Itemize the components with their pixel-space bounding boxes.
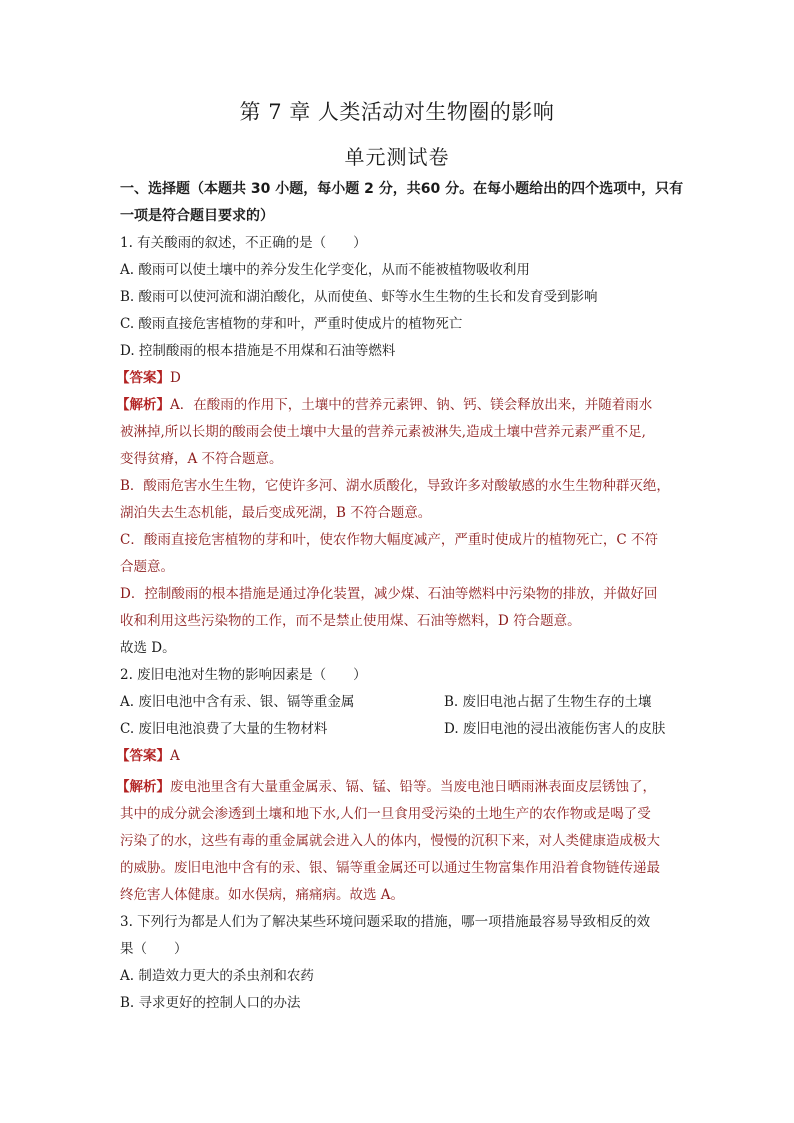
q1-stem: 1. 有关酸雨的叙述，不正确的是（ ）	[120, 235, 367, 251]
q2-option-b: B. 废旧电池占据了生物生存的土壤	[444, 694, 652, 710]
q1-option-c: C. 酸雨直接危害植物的芽和叶，严重时使成片的植物死亡	[120, 316, 463, 332]
analysis-text: 废电池里含有大量重金属汞、镉、锰、铅等。当废电池日晒雨淋表面皮层锈蚀了，	[170, 779, 656, 795]
q3-stem-line-2: 果（ ）	[120, 941, 188, 957]
q2-option-a: A. 废旧电池中含有汞、银、镉等重金属	[120, 694, 355, 710]
q1-analysis-line-2: 变得贫瘠，A 不符合题意。	[120, 451, 283, 467]
q1-analysis-line-3: B．酸雨危害水生生物，它使许多河、湖水质酸化，导致许多对酸敏感的水生生物种群灭绝，	[120, 478, 670, 494]
q1-analysis-line-9: 故选 D。	[120, 640, 176, 656]
q1-option-a: A. 酸雨可以使土壤中的养分发生化学变化，从而不能被植物吸收利用	[120, 262, 530, 278]
q2-stem: 2. 废旧电池对生物的影响因素是（ ）	[120, 667, 367, 683]
answer-tag: 【答案】	[116, 748, 170, 764]
section-heading-line-2: 一项是符合题目要求的）	[120, 208, 274, 224]
q1-analysis-line-1: 被淋掉,所以长期的酸雨会使土壤中大量的营养元素被淋失,造成土壤中营养元素严重不足,	[120, 424, 646, 440]
analysis-text: A．在酸雨的作用下，土壤中的营养元素钾、钠、钙、镁会释放出来，并随着雨水	[170, 397, 653, 413]
q1-answer	[116, 369, 676, 387]
answer-value: D	[170, 370, 181, 386]
q1-option-b: B. 酸雨可以使河流和湖泊酸化，从而使鱼、虾等水生生物的生长和发育受到影响	[120, 289, 598, 305]
q1-analysis-line-7: D．控制酸雨的根本措施是通过净化装置，减少煤、石油等燃料中污染物的排放，并做好回	[120, 586, 658, 602]
answer-value: A	[170, 748, 180, 764]
section-heading-line-1: 一、选择题（本题共 30 小题，每小题 2 分，共60 分。在每小题给出的四个选项中，只有	[120, 181, 684, 197]
q1-analysis-line-4: 湖泊失去生态机能，最后变成死湖，B 不符合题意。	[120, 505, 432, 521]
answer-tag: 【答案】	[116, 370, 170, 386]
q1-analysis-line-0	[116, 396, 676, 414]
q1-analysis-line-5: C．酸雨直接危害植物的芽和叶，使农作物大幅度减产，严重时使成片的植物死亡，C 不符	[120, 532, 658, 548]
page-title: 第 7 章 人类活动对生物圈的影响	[239, 100, 555, 124]
q2-analysis-line-4: 终危害人体健康。如水俣病，痛痛病。故选 A。	[120, 887, 405, 903]
analysis-tag: 【解析】	[116, 397, 170, 413]
q2-option-d: D. 废旧电池的浸出液能伤害人的皮肤	[444, 721, 666, 737]
q1-analysis-line-8: 收和利用这些污染物的工作，而不是禁止使用煤、石油等燃料，D 符合题意。	[120, 613, 581, 629]
q3-option-a: A. 制造效力更大的杀虫剂和农药	[120, 968, 314, 984]
q2-analysis-line-3: 的威胁。废旧电池中含有的汞、银、镉等重金属还可以通过生物富集作用沿着食物链传递最	[120, 860, 660, 876]
q2-analysis-line-0	[116, 778, 676, 796]
analysis-tag: 【解析】	[116, 779, 170, 795]
q2-option-c: C. 废旧电池浪费了大量的生物材料	[120, 721, 328, 737]
q3-option-b: B. 寻求更好的控制人口的办法	[120, 995, 301, 1011]
page-subtitle: 单元测试卷	[344, 145, 450, 169]
q2-answer	[116, 747, 676, 765]
q3-stem-line-1: 3. 下列行为都是人们为了解决某些环境问题采取的措施，哪一项措施最容易导致相反的效	[120, 914, 651, 930]
q2-analysis-line-2: 污染了的水，这些有毒的重金属就会进入人的体内，慢慢的沉积下来，对人类健康造成极大	[120, 833, 660, 849]
q1-analysis-line-6: 合题意。	[120, 559, 174, 575]
q2-analysis-line-1: 其中的成分就会渗透到土壤和地下水,人们一旦食用受污染的土地生产的农作物或是喝了受	[120, 806, 651, 822]
q1-option-d: D. 控制酸雨的根本措施是不用煤和石油等燃料	[120, 343, 396, 359]
